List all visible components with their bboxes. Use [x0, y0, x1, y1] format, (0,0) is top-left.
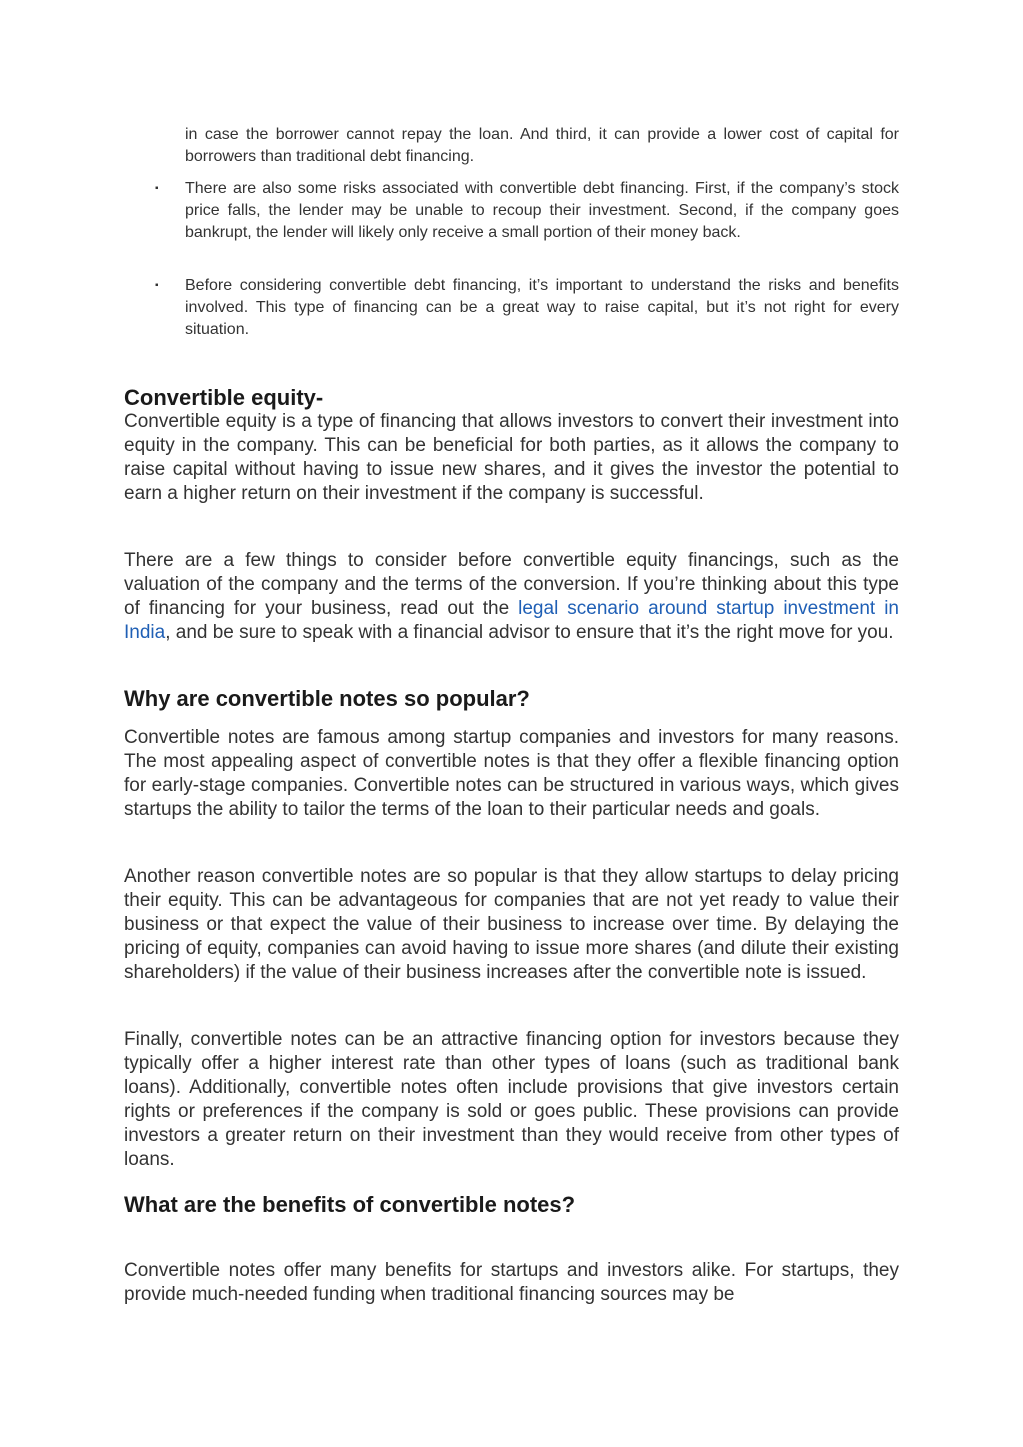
- paragraph: Finally, convertible notes can be an attractive financing option for investors because they typically offer a higher interest rate than other types of loans (such as traditional bank loans). Additionally, convertible notes often include provisions that give investors certain rights or preferences if the company is sold or goes public. These provisions can provide investors a greater return on their investment than they would receive from other types of loans.: [124, 1029, 899, 1170]
- paragraph: Another reason convertible notes are so popular is that they allow startups to delay pricing their equity. This can be advantageous for companies that are not yet ready to value their business or that expect the value of their business to increase over time. By delaying the pricing of equity, companies can avoid having to issue more shares (and dilute their existing shareholders) if the value of their business increases after the convertible note is issued.: [124, 866, 899, 983]
- paragraph-text: There are a few things to consider before convertible equity financings, such as the valuation of the company and the terms of the conversion. If you’re thinking about this type of financing for your business, read out the: [124, 550, 899, 619]
- paragraph-text: , and be sure to speak with a financial advisor to ensure that it’s the right move for you.: [165, 622, 894, 643]
- bullet-continuation-text: in case the borrower cannot repay the loan. And third, it can provide a lower cost of capital for borrowers than traditional debt financing.: [185, 126, 899, 165]
- bullet-marker-icon: ▪: [155, 280, 159, 291]
- legal-scenario-link[interactable]: legal scenario around startup investment in India: [124, 598, 899, 643]
- paragraph: Convertible notes offer many benefits for startups and investors alike. For startups, they provide much-needed funding when traditional financing sources may be: [124, 1260, 899, 1305]
- paragraph: Convertible equity is a type of financing that allows investors to convert their investment into equity in the company. This can be beneficial for both parties, as it allows the company to raise capital without having to issue new shares, and it gives the investor the potential to earn a higher return on their investment if the company is successful.: [124, 411, 899, 504]
- paragraph-with-link: [124, 549, 899, 645]
- section-heading-why-popular: Why are convertible notes so popular?: [124, 686, 530, 711]
- section-heading-convertible-equity: Convertible equity-: [124, 385, 324, 410]
- paragraph: Convertible notes are famous among startup companies and investors for many reasons. The most appealing aspect of convertible notes is that they offer a flexible financing option for early-stage companies. Convertible notes can be structured in various ways, which gives startups the ability to tailor the terms of the loan to their particular needs and goals.: [124, 727, 899, 820]
- bullet-marker-icon: ▪: [155, 183, 159, 194]
- section-heading-benefits: What are the benefits of convertible notes?: [124, 1192, 576, 1217]
- bullet-text: There are also some risks associated with convertible debt financing. First, if the company’s stock price falls, the lender may be unable to recoup their investment. Second, if the company goes bankrupt, the lender will likely only receive a small portion of their money back.: [185, 180, 899, 241]
- bullet-text: Before considering convertible debt financing, it’s important to understand the risks and benefits involved. This type of financing can be a great way to raise capital, but it’s not right for every situation.: [185, 277, 899, 338]
